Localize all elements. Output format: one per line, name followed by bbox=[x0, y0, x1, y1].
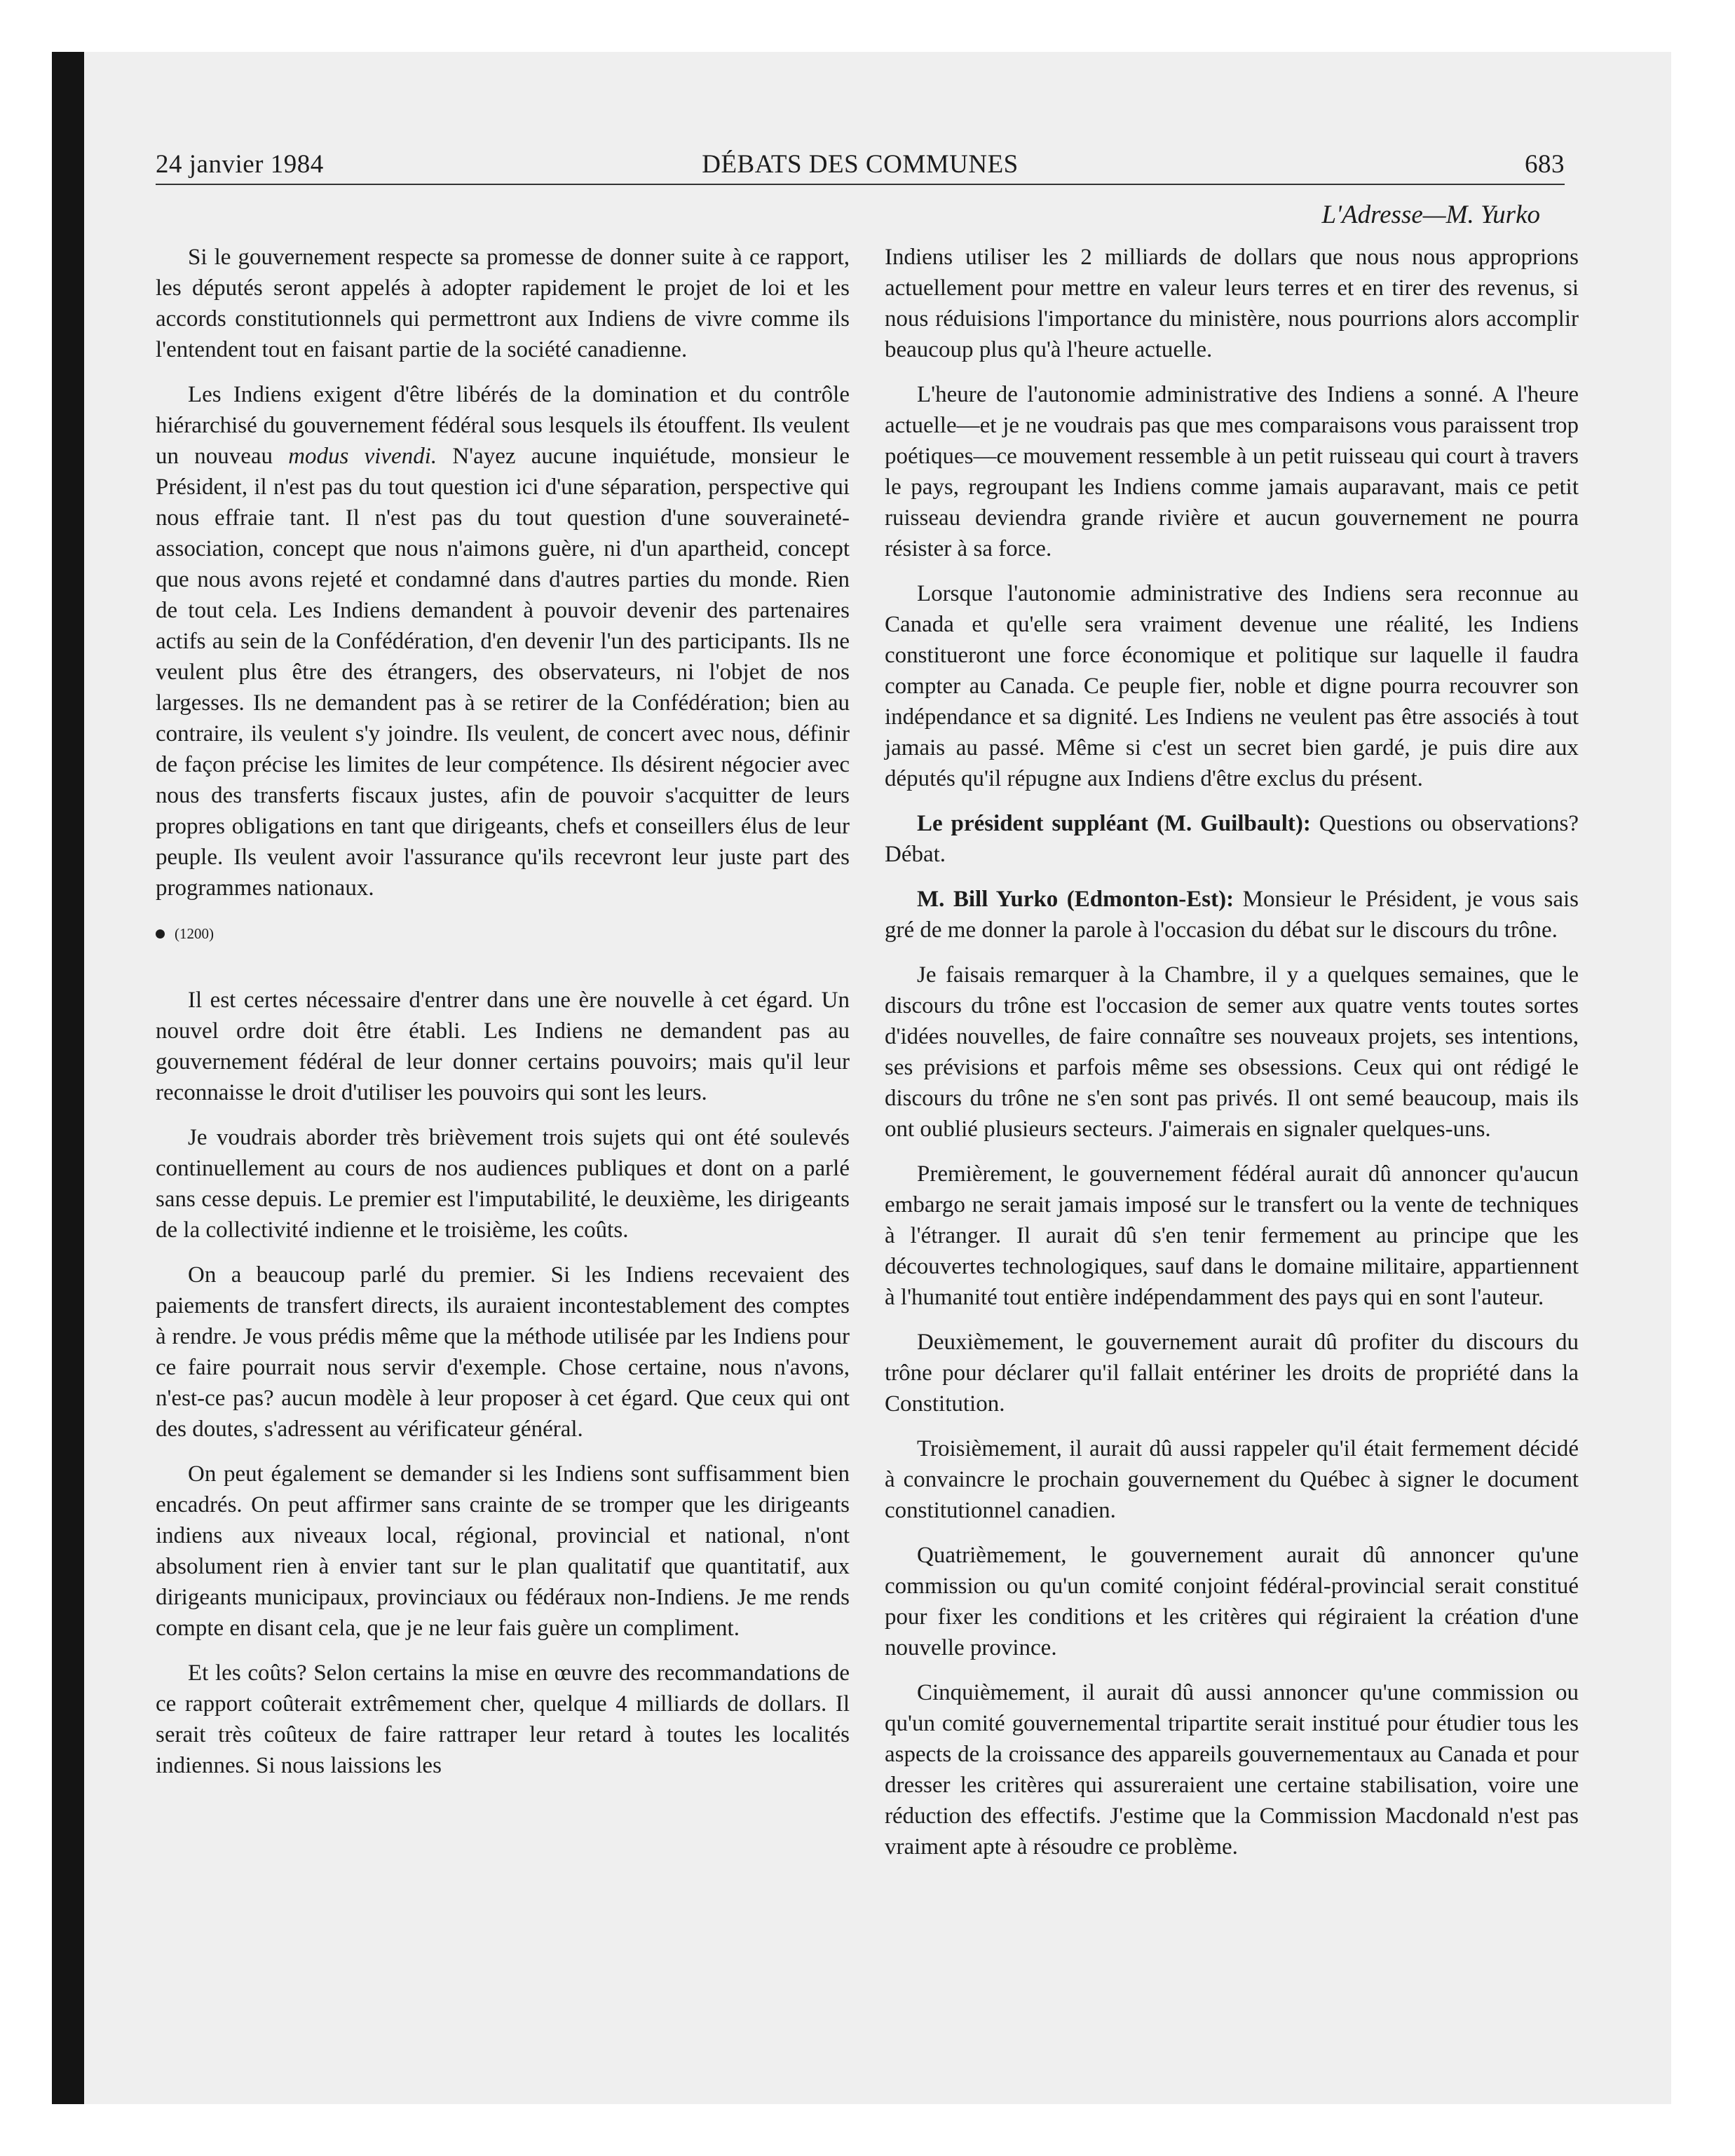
page-header bbox=[156, 147, 1565, 185]
left-column bbox=[156, 242, 850, 1795]
paragraph: L'heure de l'autonomie administrative des Indiens a sonné. A l'heure actuelle—et je ne voudrais pas que mes comparaisons vous paraissent trop poétiques—ce mouvement ressemble à un petit ruisseau qui court à travers le pays, regroupant les Indiens comme jamais auparavant, mais ce petit ruisseau deviendra grande rivière et aucun gouvernement ne pourra résister à sa force. bbox=[885, 382, 1579, 561]
header-page-number: 683 bbox=[1525, 150, 1565, 179]
speaker-name: M. Bill Yurko (Edmonton-Est): bbox=[917, 887, 1234, 912]
scan-edge-bar bbox=[52, 52, 84, 2104]
speaker-name: Le président suppléant (M. Guilbault): bbox=[917, 811, 1311, 836]
paragraph: Lorsque l'autonomie administrative des Indiens sera reconnue au Canada et qu'elle sera vraiment devenue une réalité, les Indiens constitueront une force économique et politique sur laquelle il faudra compter au Canada. Ce peuple fier, noble et digne pourra recouvrer son indépendance et sa dignité. Les Indiens ne veulent pas être associés à tout jamais au passé. Même si c'est un secret bien gardé, je puis dire aux députés qu'il répugne aux Indiens d'être exclus du présent. bbox=[885, 581, 1579, 791]
time-marker bbox=[156, 923, 850, 944]
header-publication: DÉBATS DES COMMUNES bbox=[702, 150, 1019, 179]
header-date: 24 janvier 1984 bbox=[156, 150, 324, 179]
time-marker-label: (1200) bbox=[175, 925, 214, 942]
paragraph: Si le gouvernement respecte sa promesse de donner suite à ce rapport, les députés seront appelés à adopter rapidement le projet de loi et les accords constitutionnels qui permettront aux Indiens de vivre comme ils l'entendent tout en faisant partie de la société canadienne. bbox=[156, 245, 850, 362]
running-head: L'Adresse—M. Yurko bbox=[1321, 200, 1540, 229]
paragraph: On peut également se demander si les Indiens sont suffisamment bien encadrés. On peut affirmer sans crainte de se tromper que les dirigeants indiens aux niveaux local, régional, provincial et national, n'ont absolument rien à envier tant sur le plan qualitatif que quantitatif, aux dirigeants municipaux, provinciaux ou fédéraux non-Indiens. Je me rends compte en disant cela, que je ne leur fais guère un compliment. bbox=[156, 1461, 850, 1641]
right-column bbox=[885, 242, 1579, 1876]
paragraph: Il est certes nécessaire d'entrer dans une ère nouvelle à cet égard. Un nouvel ordre doit être établi. Les Indiens ne demandent pas au gouvernement fédéral de leur donner certains pouvoirs; mais qu'il leur reconnaisse le droit d'utiliser les pouvoirs qui sont les leurs. bbox=[156, 988, 850, 1105]
paragraph: Je voudrais aborder très brièvement trois sujets qui ont été soulevés continuellement au cours de nos audiences publiques et dont on a parlé sans cesse depuis. Le premier est l'imputabilité, le deuxième, les dirigeants de la collectivité indienne et le troisième, les coûts. bbox=[156, 1125, 850, 1243]
paragraph: On a beaucoup parlé du premier. Si les Indiens recevaient des paiements de transfert directs, ils auraient incontestablement des comptes à rendre. Je vous prédis même que la méthode utilisée par les Indiens pour ce faire pourrait nous servir d'exemple. Chose certaine, nous n'avons, n'est-ce pas? aucun modèle à leur proposer à cet égard. Que ceux qui ont des doutes, s'adressent au vérificateur général. bbox=[156, 1262, 850, 1442]
paragraph: Deuxièmement, le gouvernement aurait dû profiter du discours du trône pour déclarer qu'il fallait entériner les droits de propriété dans la Constitution. bbox=[885, 1330, 1579, 1417]
paragraph: Les Indiens exigent d'être libérés de la domination et du contrôle hiérarchisé du gouvernement fédéral sous lesquels ils étouffent. Ils veulent un nouveau modus vivendi. N'ayez aucune inquiétude, monsieur le Président, il n'est pas du tout question ici d'une séparation, perspective qui nous effraie tant. Il n'est pas du tout question d'une souveraineté-association, concept que nous n'aimons guère, ni d'un apartheid, concept que nous avons rejeté et condamné dans d'autres parties du monde. Rien de tout cela. Les Indiens demandent à pouvoir devenir des partenaires actifs au sein de la Confédération, d'en devenir l'un des participants. Ils ne veulent plus être des étrangers, des observateurs, ni l'objet de nos largesses. Ils ne demandent pas à se retirer de la Confédération; bien au contraire, ils veulent s'y joindre. Ils veulent, de concert avec nous, définir de façon précise les limites de leur compétence. Ils désirent négocier avec nous des transferts fiscaux justes, afin de pouvoir s'acquitter de leurs propres obligations en tant que dirigeants, chefs et conseillers élus de leur peuple. Ils veulent avoir l'assurance qu'ils recevront leur juste part des programmes nationaux. bbox=[156, 382, 850, 901]
paragraph: Premièrement, le gouvernement fédéral aurait dû annoncer qu'aucun embargo ne serait jamais imposé sur le transfert ou la vente de techniques à l'étranger. Il aurait dû s'en tenir fermement au principe que les découvertes technologiques, sauf dans le domaine militaire, appartiennent à l'humanité tout entière indépendamment des pays qui en sont l'auteur. bbox=[885, 1161, 1579, 1310]
paragraph: Cinquièmement, il aurait dû aussi annoncer qu'une commission ou qu'un comité gouvernemental tripartite serait institué pour étudier tous les aspects de la croissance des appareils gouvernementaux au Canada et pour dresser les critères qui assureraient une certaine stabilisation, voire une réduction des effectifs. J'estime que la Commission Macdonald n'est pas vraiment apte à résoudre ce problème. bbox=[885, 1680, 1579, 1860]
paragraph: Indiens utiliser les 2 milliards de dollars que nous nous approprions actuellement pour mettre en valeur leurs terres et en tirer des revenus, si nous réduisions l'importance du ministère, nous pourrions alors accomplir beaucoup plus qu'à l'heure actuelle. bbox=[885, 245, 1579, 362]
paragraph: Et les coûts? Selon certains la mise en œuvre des recommandations de ce rapport coûterait extrêmement cher, quelque 4 milliards de dollars. Il serait très coûteux de faire rattraper leur retard à toutes les localités indiennes. Si nous laissions les bbox=[156, 1660, 850, 1778]
speech-entry: Le président suppléant (M. Guilbault): Questions ou observations? Débat. bbox=[885, 811, 1579, 867]
paragraph: Quatrièmement, le gouvernement aurait dû annoncer qu'une commission ou qu'un comité conjoint fédéral-provincial serait constitué pour fixer les conditions et les critères qui régiraient la création d'une nouvelle province. bbox=[885, 1543, 1579, 1660]
speech-entry: M. Bill Yurko (Edmonton-Est): Monsieur le Président, je vous sais gré de me donner la parole à l'occasion du débat sur le discours du trône. bbox=[885, 887, 1579, 943]
bullet-icon bbox=[156, 929, 165, 939]
paragraph: Troisièmement, il aurait dû aussi rappeler qu'il était fermement décidé à convaincre le prochain gouvernement du Québec à signer le document constitutionnel canadien. bbox=[885, 1436, 1579, 1523]
latin-phrase: modus vivendi. bbox=[288, 444, 437, 469]
paragraph: Je faisais remarquer à la Chambre, il y a quelques semaines, que le discours du trône est l'occasion de semer aux quatre vents toutes sortes d'idées nouvelles, de faire connaître ses nouveaux projets, ses intentions, ses prévisions et parfois même ses obsessions. Ceux qui ont rédigé le discours du trône ne s'en sont pas privés. Il ont semé beaucoup, mais ils ont oublié plusieurs secteurs. J'aimerais en signaler quelques-uns. bbox=[885, 962, 1579, 1142]
